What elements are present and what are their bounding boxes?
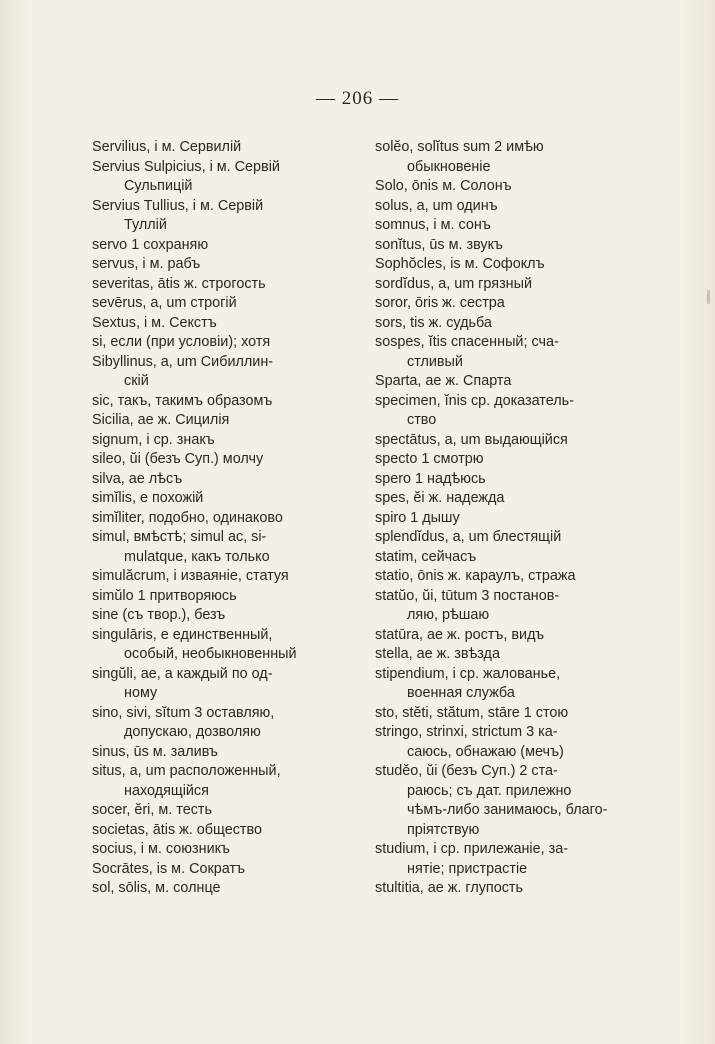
entry-continuation: ство bbox=[407, 412, 437, 428]
dictionary-entry bbox=[375, 665, 651, 704]
entry-continuation: чѣмъ-либо занимаюсь, благо- bbox=[407, 802, 608, 818]
dictionary-entry bbox=[375, 762, 651, 801]
entry-text: silva, ae лѣсъ bbox=[92, 470, 183, 487]
entry-text: simulăcrum, i изваяніе, статуя bbox=[92, 568, 289, 584]
dictionary-entry bbox=[375, 470, 651, 490]
entry-text: statio, ōnis ж. караулъ, стража bbox=[375, 568, 576, 584]
entry-text: studĕo, ŭi (безъ Суп.) 2 ста- bbox=[375, 763, 558, 779]
entry-text: stultitia, ae ж. глупость bbox=[375, 880, 524, 896]
entry-text: stipendium, i ср. жалованье, bbox=[375, 665, 561, 682]
entry-text: studium, i ср. прилежаніе, за- bbox=[375, 841, 569, 857]
entry-continuation: ному bbox=[124, 685, 158, 701]
entry-text: signum, i ср. знакъ bbox=[92, 431, 215, 448]
entry-text: simĭlis, e похожій bbox=[92, 490, 204, 506]
entry-text: sino, sivi, sĭtum 3 оставляю, bbox=[92, 704, 275, 721]
dictionary-entry bbox=[92, 567, 360, 587]
dictionary-entry bbox=[375, 275, 651, 295]
entry-text: soror, ōris ж. сестра bbox=[375, 295, 505, 311]
entry-text: si, если (при условіи); хотя bbox=[92, 334, 271, 350]
entry-text: sonĭtus, ūs м. звукъ bbox=[375, 236, 503, 253]
entry-text: simŭlo 1 притворяюсь bbox=[92, 587, 237, 604]
entry-text: statūra, ae ж. ростъ, видъ bbox=[375, 626, 545, 643]
entry-text: splendĭdus, a, um блестящій bbox=[375, 529, 562, 545]
dictionary-entry bbox=[92, 704, 360, 743]
dictionary-entry bbox=[375, 431, 651, 451]
dictionary-entry bbox=[92, 626, 360, 665]
dictionary-entry bbox=[375, 704, 651, 724]
left-column bbox=[92, 138, 360, 899]
dictionary-entry bbox=[92, 275, 360, 295]
dictionary-entry bbox=[375, 450, 651, 470]
dictionary-entry bbox=[375, 177, 651, 197]
entry-continuation: нятіе; пристрастіе bbox=[407, 860, 528, 877]
dictionary-entry bbox=[92, 314, 360, 334]
entry-continuation: допускаю, дозволяю bbox=[124, 724, 261, 740]
entry-continuation: Сульпицій bbox=[124, 178, 193, 194]
entry-text: Sparta, ae ж. Спарта bbox=[375, 373, 512, 389]
dictionary-entry bbox=[375, 333, 651, 372]
dictionary-entry bbox=[375, 509, 651, 529]
dictionary-entry bbox=[92, 743, 360, 763]
entry-text: societas, ātis ж. общество bbox=[92, 821, 263, 838]
entry-text: spes, ĕi ж. надежда bbox=[375, 490, 505, 506]
dictionary-entry bbox=[375, 392, 651, 431]
entry-text: singulāris, e единственный, bbox=[92, 626, 273, 643]
entry-text: Sicilia, ae ж. Сицилія bbox=[92, 412, 230, 428]
entry-text: Sibyllinus, a, um Сибиллин- bbox=[92, 353, 274, 370]
entry-continuation: пріятствую bbox=[407, 821, 480, 838]
entry-continuation: Туллій bbox=[124, 217, 167, 233]
entry-text: sileo, ŭi (безъ Суп.) молчу bbox=[92, 451, 264, 467]
paper-mark bbox=[707, 290, 710, 304]
dictionary-entry bbox=[92, 236, 360, 256]
entry-text: Socrātes, is м. Сократъ bbox=[92, 860, 246, 877]
entry-text: statŭo, ŭi, tūtum 3 постанов- bbox=[375, 587, 560, 604]
entry-text: Servius Sulpicius, i м. Сервій bbox=[92, 158, 280, 175]
dictionary-entry bbox=[375, 723, 651, 762]
dictionary-entry bbox=[92, 879, 360, 899]
dictionary-entry bbox=[92, 411, 360, 431]
dictionary-entry bbox=[92, 665, 360, 704]
entry-continuation: военная служба bbox=[407, 685, 515, 701]
entry-text: spiro 1 дышу bbox=[375, 509, 460, 526]
dictionary-entry bbox=[92, 470, 360, 490]
entry-text: sevērus, a, um строгій bbox=[92, 295, 237, 311]
dictionary-entry bbox=[375, 138, 651, 177]
entry-text: situs, a, um расположенный, bbox=[92, 763, 281, 779]
entry-continuation: раюсь; съ дат. прилежно bbox=[407, 782, 572, 799]
entry-text: somnus, i м. сонъ bbox=[375, 217, 491, 233]
dictionary-entry bbox=[92, 528, 360, 567]
entry-text: specimen, ĭnis ср. доказатель- bbox=[375, 392, 574, 409]
dictionary-entry bbox=[375, 821, 651, 841]
dictionary-entry bbox=[375, 314, 651, 334]
dictionary-entry bbox=[92, 158, 360, 197]
dictionary-entry bbox=[375, 840, 651, 879]
entry-continuation: особый, необыкновенный bbox=[124, 646, 297, 662]
dictionary-entry bbox=[375, 801, 651, 821]
dictionary-entry bbox=[375, 255, 651, 275]
dictionary-entry bbox=[92, 860, 360, 880]
entry-text: specto 1 смотрю bbox=[375, 451, 484, 467]
entry-text: servo 1 сохраняю bbox=[92, 236, 209, 253]
entry-text: statim, сейчасъ bbox=[375, 548, 477, 565]
dictionary-entry bbox=[375, 236, 651, 256]
dictionary-entry bbox=[375, 567, 651, 587]
dictionary-entry bbox=[92, 762, 360, 801]
dictionary-entry bbox=[92, 294, 360, 314]
dictionary-entry bbox=[92, 333, 360, 353]
dictionary-entry bbox=[375, 626, 651, 646]
entry-text: sic, такъ, такимъ образомъ bbox=[92, 392, 273, 409]
dictionary-entry bbox=[375, 879, 651, 899]
page-number: — 206 — bbox=[316, 88, 399, 109]
entry-text: sospes, ĭtis спасенный; сча- bbox=[375, 334, 559, 350]
dictionary-entry bbox=[375, 645, 651, 665]
dictionary-entry bbox=[92, 801, 360, 821]
entry-continuation: стливый bbox=[407, 353, 463, 370]
entry-text: solus, a, um одинъ bbox=[375, 197, 498, 214]
dictionary-entry bbox=[375, 294, 651, 314]
entry-continuation: саюсь, обнажаю (мечъ) bbox=[407, 743, 564, 760]
dictionary-entry bbox=[375, 528, 651, 548]
entry-text: singŭli, ae, a каждый по од- bbox=[92, 665, 273, 682]
entry-text: servus, i м. рабъ bbox=[92, 256, 201, 272]
dictionary-entry bbox=[375, 216, 651, 236]
dictionary-entry bbox=[375, 548, 651, 568]
dictionary-entry bbox=[92, 255, 360, 275]
entry-text: socer, ĕri, м. тесть bbox=[92, 802, 212, 818]
dictionary-entry bbox=[92, 450, 360, 470]
entry-text: spero 1 надѣюсь bbox=[375, 470, 486, 487]
entry-text: spectātus, a, um выдающійся bbox=[375, 431, 568, 448]
dictionary-entry bbox=[375, 197, 651, 217]
entry-text: socius, i м. союзникъ bbox=[92, 841, 230, 857]
entry-continuation: mulatque, какъ только bbox=[124, 548, 270, 565]
entry-continuation: обыкновеніе bbox=[407, 158, 491, 175]
entry-text: sto, stĕti, stătum, stāre 1 стою bbox=[375, 704, 569, 721]
dictionary-entry bbox=[92, 197, 360, 236]
dictionary-entry bbox=[92, 138, 360, 158]
entry-continuation: находящійся bbox=[124, 782, 209, 799]
entry-text: sine (съ твор.), безъ bbox=[92, 607, 226, 623]
entry-text: solĕo, solĭtus sum 2 имѣю bbox=[375, 139, 544, 155]
dictionary-entry bbox=[92, 353, 360, 392]
entry-continuation: ляю, рѣшаю bbox=[407, 607, 490, 623]
dictionary-entry bbox=[92, 821, 360, 841]
entry-continuation: скій bbox=[124, 373, 149, 389]
entry-text: sordĭdus, a, um грязный bbox=[375, 275, 532, 292]
dictionary-entry bbox=[375, 587, 651, 626]
dictionary-entry bbox=[375, 372, 651, 392]
dictionary-entry bbox=[92, 392, 360, 412]
entry-text: Sextus, i м. Секстъ bbox=[92, 314, 217, 331]
entry-text: Solo, ōnis м. Солонъ bbox=[375, 178, 512, 194]
entry-text: sol, sōlis, м. солнце bbox=[92, 880, 221, 896]
entry-text: severitas, ātis ж. строгость bbox=[92, 275, 266, 292]
dictionary-entry bbox=[92, 509, 360, 529]
entry-text: Servius Tullius, i м. Сервій bbox=[92, 197, 264, 214]
dictionary-entry bbox=[375, 489, 651, 509]
dictionary-entry bbox=[92, 431, 360, 451]
right-column bbox=[375, 138, 651, 899]
entry-text: sors, tis ж. судьба bbox=[375, 314, 492, 331]
entry-text: simĭliter, подобно, одинаково bbox=[92, 509, 283, 526]
dictionary-entry bbox=[92, 489, 360, 509]
dictionary-entry bbox=[92, 587, 360, 607]
entry-text: stringo, strinxi, strictum 3 ка- bbox=[375, 724, 558, 740]
entry-text: Sophŏcles, is м. Софоклъ bbox=[375, 256, 545, 272]
entry-text: sinus, ūs м. заливъ bbox=[92, 743, 218, 760]
entry-text: Servilius, i м. Сервилій bbox=[92, 139, 242, 155]
entry-text: stella, ae ж. звѣзда bbox=[375, 646, 500, 662]
dictionary-entry bbox=[92, 840, 360, 860]
dictionary-entry bbox=[92, 606, 360, 626]
entry-text: simul, вмѣстѣ; simul ac, si- bbox=[92, 529, 267, 545]
